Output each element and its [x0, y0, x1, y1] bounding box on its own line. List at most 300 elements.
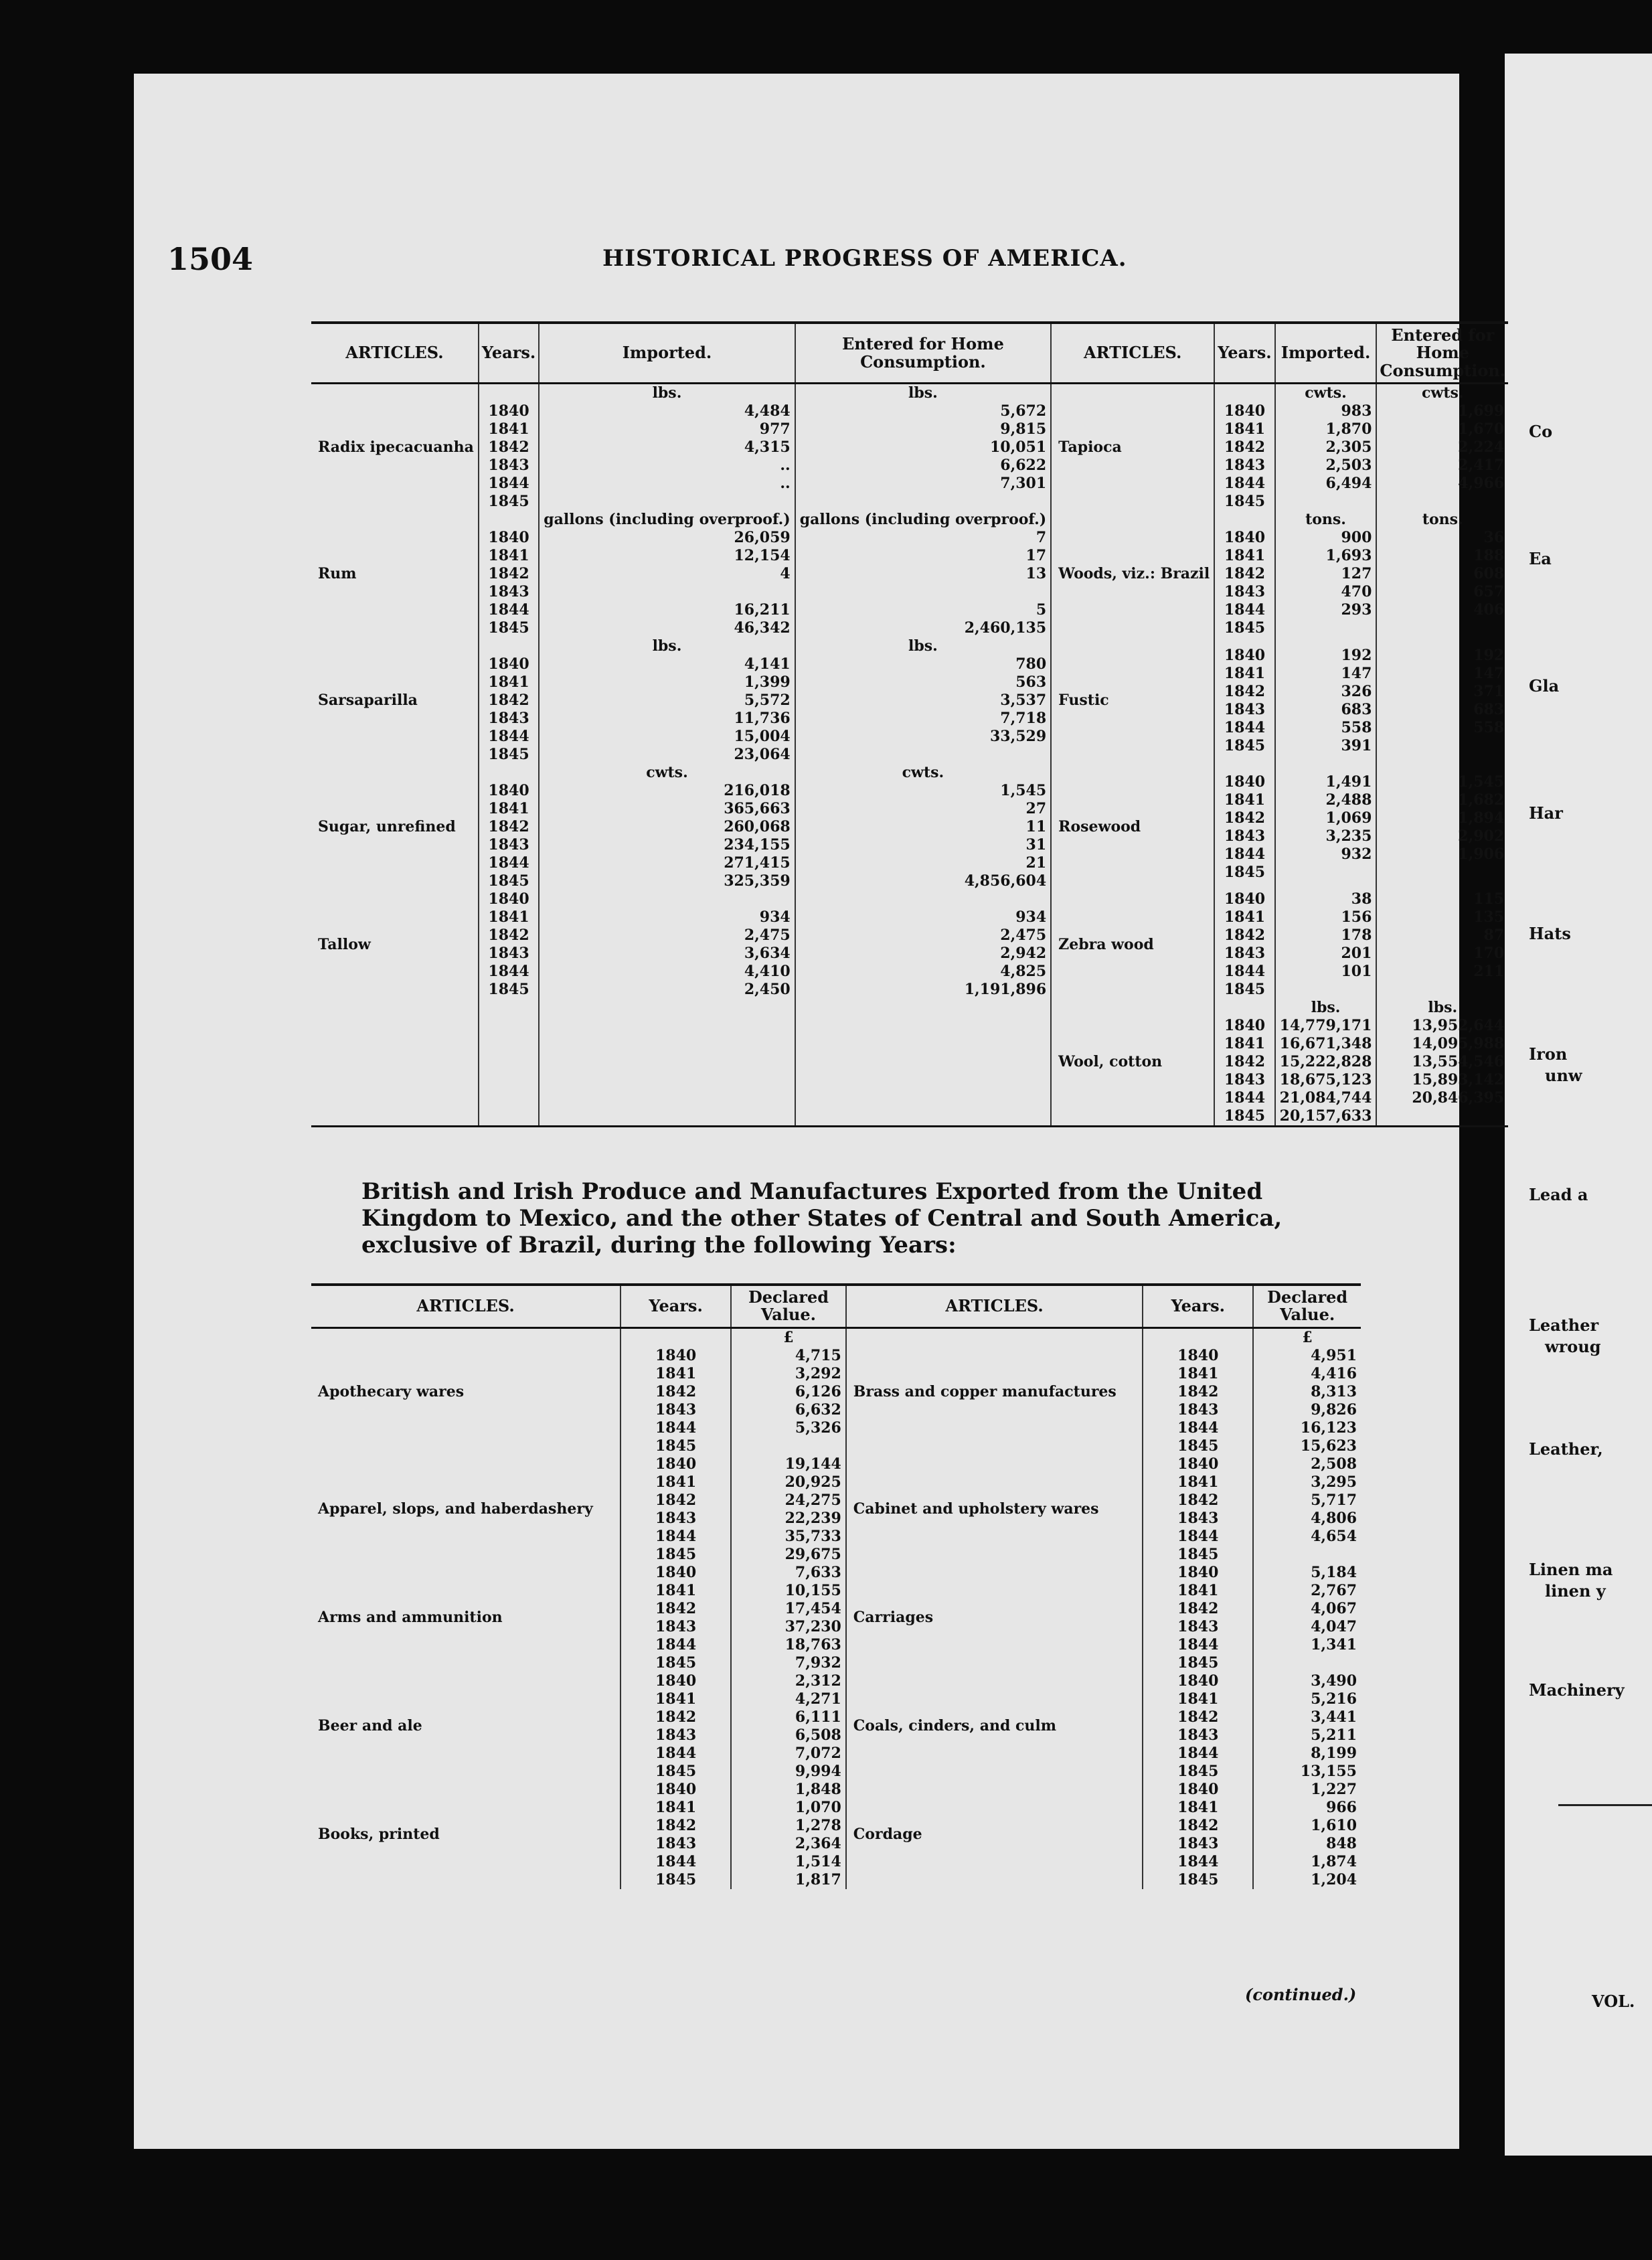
year-value: 1844 — [488, 475, 529, 493]
imported-value: 6,494 — [1325, 475, 1372, 493]
declared-value-value: 5,717 — [1311, 1491, 1357, 1509]
unit-spacer — [483, 511, 534, 529]
article-name: Coals, cinders, and culm — [846, 1672, 1143, 1781]
entered-value: 135 — [1473, 908, 1505, 926]
year-value: 1840 — [488, 890, 529, 908]
imported — [1275, 890, 1377, 999]
year-value: 1840 — [1177, 1672, 1219, 1690]
year-value: 1842 — [1177, 1599, 1219, 1617]
declared-value-value: 5,211 — [1311, 1726, 1357, 1744]
entered — [1376, 637, 1508, 764]
currency-label: £ — [783, 1328, 794, 1346]
unit-label: tons. — [1305, 511, 1346, 529]
year — [621, 1781, 731, 1889]
unit-label: tons. — [1422, 511, 1463, 529]
imported-value: 192 — [1341, 646, 1372, 664]
year-value: 1842 — [1224, 565, 1266, 583]
entered-value: 13 — [1025, 565, 1047, 583]
year-value: 1844 — [1224, 475, 1266, 493]
year-value: 1845 — [1177, 1653, 1219, 1672]
entered-value: 6,622 — [1000, 457, 1047, 475]
imported-value: 23,064 — [734, 746, 791, 764]
year-value: 1840 — [488, 655, 529, 673]
imported-value: 26,059 — [734, 529, 791, 547]
article-name: Tapioca — [1051, 384, 1214, 511]
year-value: 1844 — [655, 1852, 697, 1870]
entered-value: 2,460,135 — [964, 619, 1047, 637]
year-value: 1844 — [1177, 1852, 1219, 1870]
imported-value: 558 — [1341, 718, 1372, 736]
declared-value — [1253, 1455, 1361, 1564]
year-value: 1841 — [655, 1364, 697, 1382]
entered-value — [800, 583, 1046, 601]
imported-value: 201 — [1341, 945, 1372, 963]
year-value: 1841 — [1177, 1690, 1219, 1708]
imported-value: 16,211 — [734, 601, 791, 619]
unit-spacer — [1219, 384, 1270, 402]
unit-spacer — [483, 637, 534, 655]
declared-value-value: 4,271 — [795, 1690, 841, 1708]
year-value: 1840 — [1224, 646, 1266, 664]
article-name: Cordage — [846, 1781, 1143, 1889]
entered-value: 657 — [1473, 583, 1505, 601]
year-value: 1845 — [1177, 1437, 1219, 1455]
entered-value — [800, 890, 1046, 908]
year-value: 1841 — [1177, 1364, 1219, 1382]
imported-value: 38 — [1351, 890, 1372, 908]
year-value: 1843 — [488, 836, 529, 854]
entered-value: 33,529 — [989, 728, 1047, 746]
col-header-articles: ARTICLES. — [345, 343, 444, 363]
year-value: 1843 — [1177, 1617, 1219, 1635]
entered-value: 3,537 — [1000, 692, 1047, 710]
entered-value: 1,670 — [1458, 420, 1505, 438]
entered — [1376, 384, 1508, 511]
year-value: 1845 — [1224, 1107, 1266, 1125]
col-header-declared-value: Declared Value. — [1253, 1285, 1361, 1327]
declared-value-value: 1,070 — [795, 1798, 841, 1816]
article-name: Carriages — [846, 1564, 1143, 1672]
entered-value — [1381, 981, 1504, 999]
article-name: Rum — [318, 565, 357, 583]
year-value: 1845 — [1177, 1762, 1219, 1780]
entered-value: 1,545 — [1458, 773, 1505, 791]
year-value: 1842 — [1224, 438, 1266, 457]
col-header-articles: ARTICLES. — [1051, 323, 1214, 384]
entered-value: 147 — [1473, 664, 1505, 682]
unit-spacer — [1219, 511, 1270, 529]
declared-value-value: 1,278 — [795, 1816, 841, 1834]
year-value: 1840 — [1224, 402, 1266, 420]
year-value: 1845 — [488, 872, 529, 890]
year-value: 1842 — [655, 1816, 697, 1834]
year-value: 1842 — [1177, 1816, 1219, 1834]
year-value: 1841 — [1224, 908, 1266, 926]
year-value: 1843 — [488, 710, 529, 728]
entered-value: 21 — [1025, 854, 1047, 872]
facing-page-fragment: wroug — [1545, 1337, 1601, 1356]
year-value: 1843 — [1177, 1400, 1219, 1419]
imported — [1275, 999, 1377, 1127]
unit-label: lbs. — [908, 384, 938, 402]
facing-page-fragment: Ea — [1529, 549, 1552, 568]
year-value: 1842 — [655, 1382, 697, 1400]
imported-value: 2,305 — [1325, 438, 1372, 457]
year — [1214, 511, 1274, 637]
exports-table — [311, 1283, 1361, 1889]
year-value: 1843 — [488, 945, 529, 963]
article-name: Woods, viz.: Brazil — [1051, 511, 1214, 637]
year-value: 1842 — [488, 438, 529, 457]
entered-value: 7,718 — [1000, 710, 1047, 728]
declared-value-value: 4,047 — [1311, 1617, 1357, 1635]
declared-value-value: 8,313 — [1311, 1382, 1357, 1400]
year-value: 1840 — [1177, 1563, 1219, 1581]
facing-page-fragment: Leather, — [1529, 1439, 1603, 1459]
year — [621, 1455, 731, 1564]
article-name: Tallow — [318, 935, 371, 953]
year-value: 1843 — [488, 583, 529, 601]
facing-page-fragment: Leather — [1529, 1315, 1599, 1335]
unit-label: cwts. — [646, 764, 688, 782]
year-value: 1845 — [1224, 981, 1266, 999]
entered-value: 2,942 — [1000, 945, 1047, 963]
declared-value-value: 1,514 — [795, 1852, 841, 1870]
col-header-declared-value: Declared Value. — [731, 1285, 846, 1327]
facing-page-rule — [1558, 1804, 1652, 1806]
year-value: 1840 — [655, 1346, 697, 1364]
table-row-group — [311, 1564, 1361, 1672]
year-value: 1842 — [1177, 1491, 1219, 1509]
entered-value: 1,191,896 — [964, 981, 1047, 999]
unit-label: lbs. — [652, 637, 682, 655]
entered-value: 608 — [1473, 565, 1505, 583]
declared-value — [1253, 1781, 1361, 1889]
year-value: 1845 — [488, 981, 529, 999]
imported-value: 470 — [1341, 583, 1372, 601]
col-header-imported: Imported. — [1275, 323, 1377, 384]
year-value: 1844 — [1224, 845, 1266, 863]
declared-value-value: 17,454 — [784, 1599, 841, 1617]
declared-value-value: 2,364 — [795, 1834, 841, 1852]
year — [1143, 1564, 1253, 1672]
year-value: 1841 — [1224, 420, 1266, 438]
declared-value-value: 6,111 — [795, 1708, 841, 1726]
entered-value: 27 — [1025, 800, 1047, 818]
continued-note: (continued.) — [1245, 1985, 1357, 2004]
year-value: 1843 — [1224, 945, 1266, 963]
declared-value-value: 35,733 — [784, 1527, 841, 1545]
year-value: 1843 — [655, 1834, 697, 1852]
imported-value: 977 — [759, 420, 791, 438]
imported-value: 1,399 — [744, 673, 791, 692]
year-value: 1840 — [1224, 1017, 1266, 1035]
imported-value: 3,235 — [1325, 827, 1372, 845]
imported-value: .. — [780, 457, 791, 475]
entered — [795, 384, 1051, 511]
article-name: Brass and copper manufactures — [846, 1327, 1143, 1455]
entered — [795, 764, 1051, 890]
declared-value-value: 6,508 — [795, 1726, 841, 1744]
declared-value-value: 13,155 — [1300, 1762, 1357, 1780]
facing-page-fragment: Lead a — [1529, 1185, 1588, 1204]
entered-value: 780 — [1015, 655, 1047, 673]
year-value: 1841 — [488, 547, 529, 565]
imported-value: 16,671,348 — [1279, 1035, 1372, 1053]
year — [479, 511, 539, 637]
entered-value: 563 — [1015, 673, 1047, 692]
declared-value — [731, 1455, 846, 1564]
year-value: 1843 — [1177, 1509, 1219, 1527]
declared-value-value — [1258, 1654, 1357, 1672]
year — [1214, 637, 1274, 764]
table-header-row — [311, 323, 1508, 384]
col-header-years: Years. — [621, 1285, 731, 1327]
table-header-row — [311, 1285, 1361, 1327]
imported-value: 2,488 — [1325, 791, 1372, 809]
entered — [1376, 890, 1508, 999]
table-row-group — [311, 1455, 1361, 1564]
table-row-group — [311, 1672, 1361, 1781]
imports-table — [311, 321, 1508, 1127]
year-value: 1842 — [655, 1491, 697, 1509]
year — [1214, 764, 1274, 890]
entered-value — [1381, 1107, 1504, 1125]
imported — [1275, 511, 1377, 637]
year-value: 1845 — [655, 1870, 697, 1888]
year-value: 1843 — [1224, 583, 1266, 601]
table-row-group — [311, 1781, 1361, 1889]
declared-value-value: 1,204 — [1311, 1870, 1357, 1888]
year-value: 1843 — [1177, 1726, 1219, 1744]
year — [1143, 1781, 1253, 1889]
year-value: 1841 — [1224, 791, 1266, 809]
table-row-group — [311, 384, 1508, 511]
year-value: 1842 — [488, 926, 529, 945]
year-value: 1844 — [1177, 1419, 1219, 1437]
declared-value-value: 29,675 — [784, 1545, 841, 1563]
year — [621, 1672, 731, 1781]
unit-label: gallons (including overproof.) — [799, 511, 1047, 529]
col-header-entered: Entered for Home Consumption. — [1376, 323, 1508, 384]
declared-value-value: 1,227 — [1311, 1780, 1357, 1798]
year-value: 1840 — [1224, 890, 1266, 908]
year-value: 1841 — [1224, 664, 1266, 682]
year — [621, 1564, 731, 1672]
entered-value: 1,906 — [1458, 845, 1505, 863]
unit-label: lbs. — [652, 384, 682, 402]
imported-value: 156 — [1341, 908, 1372, 926]
year-value: 1840 — [488, 529, 529, 547]
entered-value — [1381, 619, 1504, 637]
entered-value: 2,902 — [1458, 827, 1505, 845]
table-row-group — [311, 764, 1508, 890]
unit-label: gallons (including overproof.) — [544, 511, 791, 529]
entered-value: 192 — [1473, 646, 1505, 664]
entered-value: 1,894 — [1458, 809, 1505, 827]
unit-label: cwts. — [1422, 384, 1464, 402]
article-name: Beer and ale — [318, 1717, 422, 1735]
year-value: 1841 — [655, 1798, 697, 1816]
entered-value: 558 — [1473, 718, 1505, 736]
entered-value: 14,095,988 — [1412, 1035, 1505, 1053]
article-name: Cabinet and upholstery wares — [846, 1455, 1143, 1564]
year-value: 1842 — [488, 818, 529, 836]
facing-page-fragment: unw — [1545, 1066, 1582, 1085]
col-header-articles: ARTICLES. — [416, 1296, 515, 1316]
page-header — [167, 241, 1372, 281]
unit-label: cwts. — [902, 764, 944, 782]
declared-value-value: 4,951 — [1311, 1346, 1357, 1364]
article-name: Zebra wood — [1051, 890, 1214, 999]
imported-value: 101 — [1341, 963, 1372, 981]
declared-value — [1253, 1672, 1361, 1781]
entered-value: 2,224 — [1458, 438, 1505, 457]
entered-value: 2,475 — [1000, 926, 1047, 945]
facing-page-fragment: Iron — [1529, 1044, 1568, 1064]
year-value: 1843 — [655, 1617, 697, 1635]
imported-value: 216,018 — [724, 782, 791, 800]
declared-value — [731, 1327, 846, 1455]
year-value: 1842 — [488, 565, 529, 583]
year-value: 1843 — [1177, 1834, 1219, 1852]
year-value: 1844 — [655, 1635, 697, 1653]
table-row-group — [311, 890, 1508, 999]
year — [1143, 1672, 1253, 1781]
facing-page-fragment: Hats — [1529, 924, 1571, 943]
imported-value — [1280, 619, 1372, 637]
running-title: HISTORICAL PROGRESS OF AMERICA. — [602, 245, 1127, 272]
year-value: 1840 — [655, 1780, 697, 1798]
imported-value: 5,572 — [744, 692, 791, 710]
year-value: 1842 — [488, 692, 529, 710]
year-value: 1843 — [488, 457, 529, 475]
year-value: 1840 — [655, 1672, 697, 1690]
year-value: 1843 — [655, 1400, 697, 1419]
imported-value: 2,475 — [744, 926, 791, 945]
imported-value: 983 — [1341, 402, 1372, 420]
declared-value-value: 1,610 — [1311, 1816, 1357, 1834]
col-header-entered: Entered for Home Consumption. — [795, 323, 1051, 384]
year-value: 1841 — [1177, 1473, 1219, 1491]
declared-value — [731, 1672, 846, 1781]
year-value: 1842 — [1224, 682, 1266, 700]
year-value: 1841 — [1177, 1581, 1219, 1599]
entered-value: 683 — [1473, 700, 1505, 718]
declared-value-value: 8,199 — [1311, 1744, 1357, 1762]
facing-page-fragment: Co — [1529, 422, 1553, 441]
facing-page-fragment: VOL. — [1592, 1992, 1635, 2011]
unit-spacer — [625, 1329, 726, 1347]
declared-value-value: 15,623 — [1300, 1437, 1357, 1455]
entered-value: 211 — [1473, 963, 1505, 981]
declared-value-value: 6,632 — [795, 1400, 841, 1419]
year-value: 1842 — [1177, 1708, 1219, 1726]
declared-value-value: 3,490 — [1311, 1672, 1357, 1690]
year-value: 1843 — [1224, 827, 1266, 845]
unit-spacer — [483, 764, 534, 782]
col-header-years: Years. — [479, 323, 539, 384]
imported — [1275, 384, 1377, 511]
imported-value: .. — [780, 475, 791, 493]
entered-value: 934 — [1015, 908, 1047, 926]
currency-label: £ — [1302, 1328, 1313, 1346]
year-value: 1840 — [655, 1563, 697, 1581]
year-value: 1845 — [1177, 1545, 1219, 1563]
year-value: 1844 — [1224, 963, 1266, 981]
empty-cell — [539, 999, 795, 1127]
year-value: 1844 — [655, 1744, 697, 1762]
year-value: 1840 — [655, 1455, 697, 1473]
year-value: 1844 — [1177, 1527, 1219, 1545]
year-value: 1840 — [488, 402, 529, 420]
entered-value: 7,301 — [1000, 475, 1047, 493]
imported — [1275, 637, 1377, 764]
article-name: Sarsaparilla — [318, 692, 418, 710]
unit-spacer — [1219, 999, 1270, 1017]
facing-page-fragment: Har — [1529, 803, 1563, 823]
imported — [539, 890, 795, 999]
imported-value: 14,779,171 — [1279, 1017, 1372, 1035]
year-value: 1845 — [655, 1437, 697, 1455]
article-name: Wool, cotton — [1051, 999, 1214, 1127]
imported-value: 1,870 — [1325, 420, 1372, 438]
table-row-group — [311, 999, 1508, 1127]
year-value: 1844 — [1224, 601, 1266, 619]
year — [1214, 384, 1274, 511]
declared-value-value: 5,216 — [1311, 1690, 1357, 1708]
year-value: 1845 — [488, 746, 529, 764]
declared-value-value: 2,508 — [1311, 1455, 1357, 1473]
entered-value: 15,893,142 — [1412, 1071, 1505, 1089]
col-header-years: Years. — [1143, 1285, 1253, 1327]
declared-value-value: 4,806 — [1311, 1509, 1357, 1527]
table-row-group — [311, 637, 1508, 764]
year-value: 1845 — [655, 1653, 697, 1672]
entered-value: 2,417 — [1458, 457, 1505, 475]
year — [479, 637, 539, 764]
year-value: 1844 — [1177, 1635, 1219, 1653]
year-value: 1844 — [488, 728, 529, 746]
article-name: Rosewood — [1051, 764, 1214, 890]
imported-value: 127 — [1341, 565, 1372, 583]
imported-value: 178 — [1341, 926, 1372, 945]
entered-value: 87 — [1483, 926, 1505, 945]
article-name: Books, printed — [318, 1826, 440, 1844]
entered-value — [1381, 737, 1504, 755]
imported-value: 21,084,744 — [1279, 1089, 1372, 1107]
imported — [539, 511, 795, 637]
imported-value: 683 — [1341, 700, 1372, 718]
imported-value — [1280, 493, 1372, 511]
imported-value: 3,634 — [744, 945, 791, 963]
year-value: 1845 — [1224, 736, 1266, 754]
year — [479, 764, 539, 890]
table-row-group — [311, 511, 1508, 637]
imported-value: 1,491 — [1325, 773, 1372, 791]
declared-value-value: 6,126 — [795, 1382, 841, 1400]
imported-value: 271,415 — [724, 854, 791, 872]
article-name: Apothecary wares — [318, 1382, 465, 1400]
imported-value: 18,675,123 — [1279, 1071, 1372, 1089]
imported-value: 15,004 — [734, 728, 791, 746]
article-name: Radix ipecacuanha — [318, 438, 474, 457]
entered-value: 10,051 — [989, 438, 1047, 457]
year-value: 1841 — [1177, 1798, 1219, 1816]
year-value: 1842 — [1177, 1382, 1219, 1400]
entered-value: 115 — [1473, 890, 1505, 908]
declared-value — [731, 1781, 846, 1889]
